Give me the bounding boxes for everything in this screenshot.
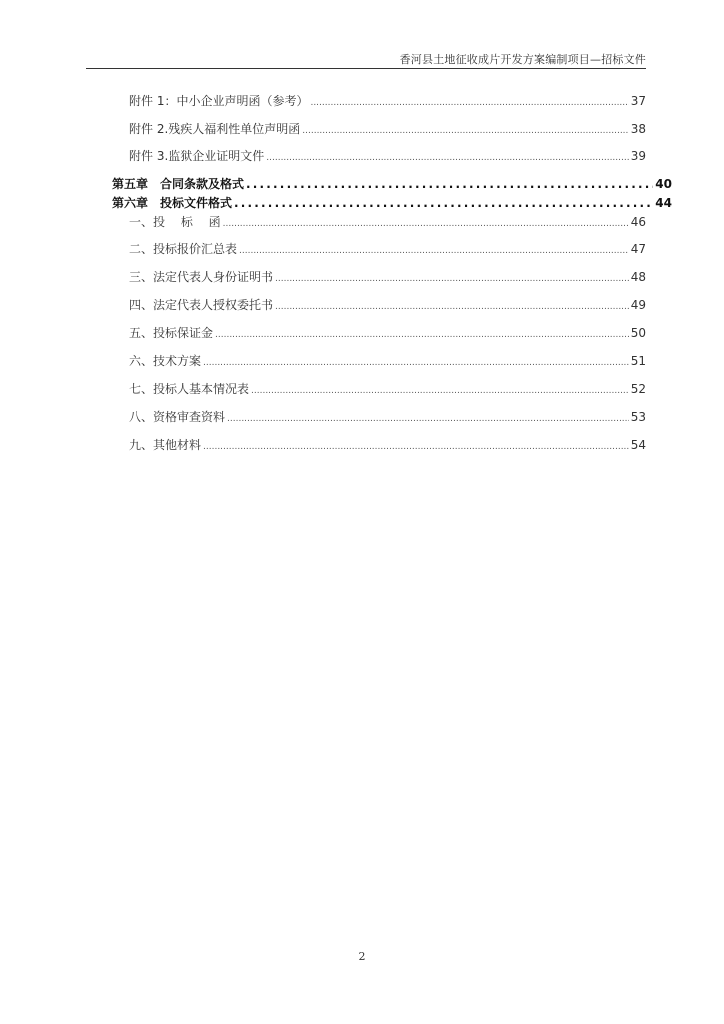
toc-entry-attachment-1[interactable] <box>129 92 646 109</box>
toc-entry-label: 八、资格审查资料 <box>129 410 226 424</box>
toc-entry-label: 六、技术方案 <box>129 354 202 368</box>
toc-entry-technical-plan[interactable] <box>129 352 646 369</box>
toc-leader-dots <box>251 386 629 396</box>
toc-leader-dots <box>234 196 653 210</box>
toc-entry-page: 50 <box>630 326 646 340</box>
toc-leader-dots <box>203 358 629 368</box>
toc-leader-dots <box>310 98 628 108</box>
toc-entry-bid-bond[interactable] <box>129 324 646 341</box>
toc-entry-page: 47 <box>630 242 646 256</box>
toc-leader-dots <box>215 330 629 340</box>
toc-entry-label: 一、投 标 函 <box>129 215 221 229</box>
toc-entry-page: 37 <box>630 94 646 108</box>
toc-leader-dots <box>239 246 629 256</box>
toc-leader-dots <box>203 442 629 452</box>
toc-entry-price-summary[interactable] <box>129 240 646 257</box>
toc-leader-dots <box>227 414 629 424</box>
toc-entry-page: 52 <box>630 382 646 396</box>
toc-leader-dots <box>246 177 653 191</box>
toc-entry-qualification[interactable] <box>129 408 646 425</box>
page-number: 2 <box>358 950 366 963</box>
toc-entry-page: 44 <box>655 196 672 210</box>
running-header: 香河县土地征收成片开发方案编制项目—招标文件 <box>399 53 646 66</box>
toc-entry-page: 39 <box>630 149 646 163</box>
toc-entry-label: 二、投标报价汇总表 <box>129 242 238 256</box>
header-rule <box>86 68 646 69</box>
toc-leader-dots <box>266 153 628 163</box>
toc-entry-other-materials[interactable] <box>129 436 646 453</box>
toc-chapter-5[interactable] <box>112 175 672 192</box>
toc-entry-page: 51 <box>630 354 646 368</box>
toc-entry-label: 五、投标保证金 <box>129 326 214 340</box>
toc-entry-label: 附件 3.监狱企业证明文件 <box>129 149 265 163</box>
toc-entry-label: 附件 1：中小企业声明函（参考） <box>129 94 309 108</box>
toc-entry-page: 49 <box>630 298 646 312</box>
toc-entry-page: 38 <box>630 122 646 136</box>
toc-entry-label: 七、投标人基本情况表 <box>129 382 250 396</box>
toc-entry-page: 53 <box>630 410 646 424</box>
toc-leader-dots <box>302 126 628 136</box>
toc-chapter-6[interactable] <box>112 194 672 211</box>
toc-entry-attachment-3[interactable] <box>129 147 646 164</box>
toc-leader-dots <box>275 274 629 284</box>
toc-entry-label: 第六章 投标文件格式 <box>112 196 233 210</box>
toc-entry-page: 46 <box>630 215 646 229</box>
toc-entry-label: 第五章 合同条款及格式 <box>112 177 245 191</box>
toc-entry-label: 三、法定代表人身份证明书 <box>129 270 274 284</box>
toc-entry-label: 附件 2.残疾人福利性单位声明函 <box>129 122 301 136</box>
toc-entry-page: 48 <box>630 270 646 284</box>
toc-entry-page: 54 <box>630 438 646 452</box>
toc-entry-attachment-2[interactable] <box>129 120 646 137</box>
toc-entry-label: 九、其他材料 <box>129 438 202 452</box>
toc-leader-dots <box>223 219 629 229</box>
toc-entry-page: 40 <box>655 177 672 191</box>
toc-entry-legal-rep-id[interactable] <box>129 268 646 285</box>
toc-leader-dots <box>275 302 629 312</box>
toc-entry-bidder-info[interactable] <box>129 380 646 397</box>
toc-entry-label: 四、法定代表人授权委托书 <box>129 298 274 312</box>
toc-entry-bid-letter[interactable] <box>129 213 646 230</box>
toc-entry-power-of-attorney[interactable] <box>129 296 646 313</box>
